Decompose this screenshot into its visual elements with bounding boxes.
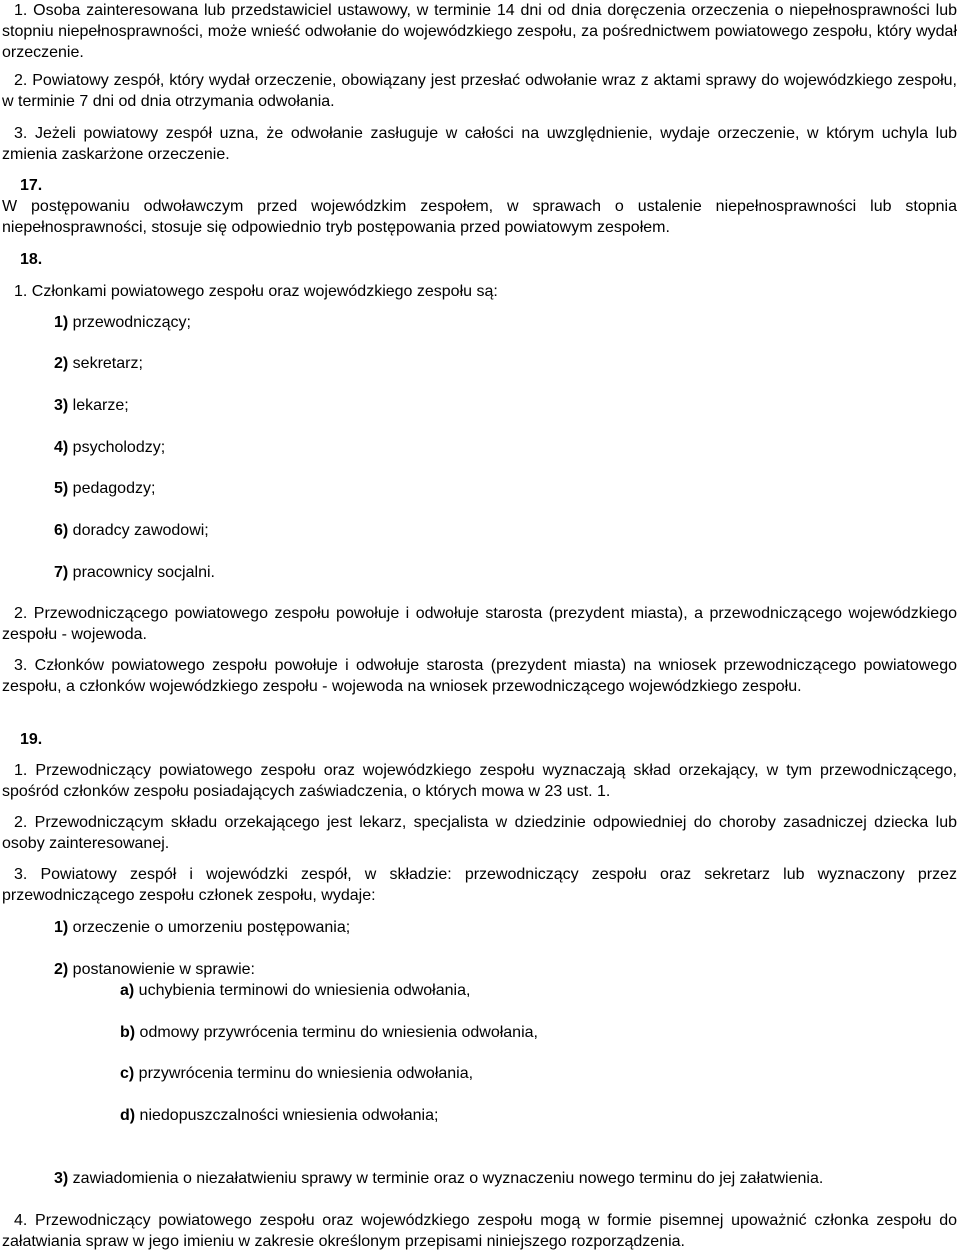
paragraph-2 <box>2 70 957 112</box>
section-heading-18: 18. <box>20 251 43 268</box>
paragraph-text: Jeżeli powiatowy zespół uzna, że odwołanie zasługuje w całości na uwzględnienie, wydaje orzeczenie, w którym uchyla lub zmienia zaskarżone orzeczenie. <box>2 125 957 163</box>
member-item: 3) lekarze; <box>54 397 129 414</box>
member-item: 2) sekretarz; <box>54 355 143 372</box>
member-item: 7) pracownicy socjalni. <box>54 564 215 581</box>
section-heading-17: 17. <box>20 177 43 194</box>
section-18-paragraph-2: 2. Przewodniczącego powiatowego zespołu powołuje i odwołuje starosta (prezydent miasta), a przewodniczącego wojewódzkiego zespołu - wojewoda. <box>2 605 957 643</box>
decision-item: 3) zawiadomienia o niezałatwieniu sprawy w terminie oraz o wyznaczeniu nowego terminu do jej załatwienia. <box>54 1170 824 1187</box>
section-19-paragraph-1: 1. Przewodniczący powiatowego zespołu oraz wojewódzkiego zespołu wyznaczają skład orzekający, w tym przewodniczącego, spośród członków zespołu posiadających zaświadczenia, o których mowa w 23 ust. 1. <box>2 762 957 800</box>
section-heading-19: 19. <box>20 731 43 748</box>
decision-item: 2) postanowienie w sprawie: <box>54 961 255 978</box>
member-item: 6) doradcy zawodowi; <box>54 522 209 539</box>
sub-item: d) niedopuszczalności wniesienia odwołania; <box>120 1107 439 1124</box>
section-18-paragraph-3: 3. Członków powiatowego zespołu powołuje i odwołuje starosta (prezydent miasta) na wniosek przewodniczącego powiatowego zespołu, a członków wojewódzkiego zespołu - wojewoda na wniosek przewodniczącego wojewódzkiego zespołu. <box>2 657 957 695</box>
paragraph-3 <box>2 123 957 165</box>
member-item: 1) przewodniczący; <box>54 314 191 331</box>
section-19-paragraph-2: 2. Przewodniczącym składu orzekającego jest lekarz, specjalista w dziedzinie odpowiedniej do choroby zasadniczej dziecka lub osoby zainteresowanej. <box>2 814 957 852</box>
paragraph-number: 3. <box>14 125 28 142</box>
sub-item: a) uchybienia terminowi do wniesienia odwołania, <box>120 982 471 999</box>
paragraph-number: 1. <box>14 2 28 19</box>
sub-item: c) przywrócenia terminu do wniesienia odwołania, <box>120 1065 474 1082</box>
paragraph-1 <box>2 0 957 63</box>
section-19-paragraph-4: 4. Przewodniczący powiatowego zespołu oraz wojewódzkiego zespołu mogą w formie pisemnej upoważnić członka zespołu do załatwiania spraw w jego imieniu w zakresie określonym przepisami niniejszego rozporządzenia. <box>2 1212 957 1250</box>
member-item: 4) psycholodzy; <box>54 439 166 456</box>
section-18-paragraph-1: 1. Członkami powiatowego zespołu oraz wojewódzkiego zespołu są: <box>14 283 498 300</box>
paragraph-number: 2. <box>14 72 28 89</box>
paragraph-text: Osoba zainteresowana lub przedstawiciel ustawowy, w terminie 14 dni od dnia doręczenia orzeczenia o niepełnosprawności lub stopniu niepełnosprawności, może wnieść odwołanie do wojewódzkiego zespołu, za pośrednictwem powiatowego zespołu, który wydał orzeczenie. <box>2 2 957 61</box>
decision-item: 1) orzeczenie o umorzeniu postępowania; <box>54 919 351 936</box>
member-item: 5) pedagodzy; <box>54 480 156 497</box>
sub-item: b) odmowy przywrócenia terminu do wniesienia odwołania, <box>120 1024 538 1041</box>
section-17-text: W postępowaniu odwoławczym przed wojewódzkim zespołem, w sprawach o ustalenie niepełnosprawności lub stopnia niepełnosprawności, stosuje się odpowiednio tryb postępowania przed powiatowym zespołem. <box>2 198 957 236</box>
section-19-paragraph-3: 3. Powiatowy zespół i wojewódzki zespół, w składzie: przewodniczący zespołu oraz sekretarz lub wyznaczony przez przewodniczącego zespołu członek zespołu, wydaje: <box>2 866 957 904</box>
paragraph-text: Powiatowy zespół, który wydał orzeczenie, obowiązany jest przesłać odwołanie wraz z aktami sprawy do wojewódzkiego zespołu, w terminie 7 dni od dnia otrzymania odwołania. <box>2 72 957 110</box>
